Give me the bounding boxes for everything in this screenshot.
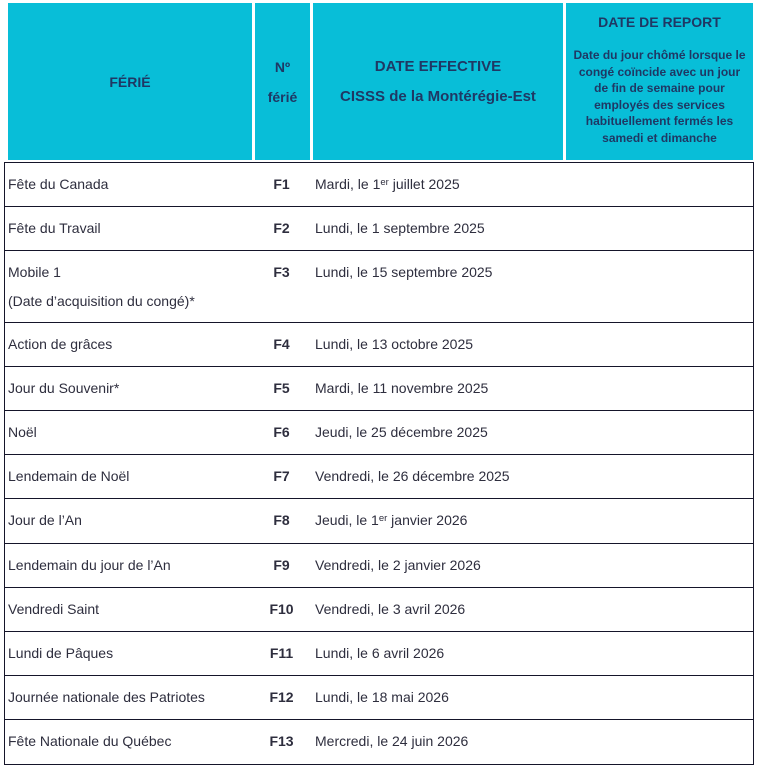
report-date-cell — [562, 163, 753, 206]
holiday-name-line: Jour du Souvenir* — [8, 379, 120, 396]
effective-date-text: Lundi, le 1 septembre 2025 — [315, 220, 485, 237]
report-date-cell — [562, 323, 753, 366]
report-date-cell — [562, 676, 753, 719]
holiday-code: F5 — [273, 379, 290, 396]
table-row — [5, 632, 753, 676]
effective-date-cell — [309, 632, 562, 675]
report-date-cell — [562, 207, 753, 250]
holiday-name-cell — [5, 588, 254, 631]
report-date-cell — [562, 588, 753, 631]
holiday-code: F2 — [273, 220, 290, 237]
header-no-label-line1: Nº — [274, 58, 291, 75]
holiday-name-cell — [5, 323, 254, 366]
effective-date-ordinal: er — [378, 512, 388, 524]
holiday-name-line: Mobile 1 — [8, 264, 61, 281]
holiday-code: F8 — [273, 512, 290, 529]
holiday-code: F3 — [273, 264, 290, 281]
holiday-code: F7 — [273, 468, 290, 485]
effective-date-cell — [309, 720, 562, 763]
header-date-report-description: Date du jour chômé lorsque le congé coïncide avec un jour de fin de semaine pour employés des services habituellement fermés les samedi et dimanche — [573, 48, 746, 145]
effective-date-cell — [309, 411, 562, 454]
holiday-name-cell — [5, 455, 254, 498]
effective-date-cell — [309, 163, 562, 206]
table-row — [5, 455, 753, 499]
effective-date-text: Lundi, le 18 mai 2026 — [315, 689, 449, 706]
effective-date-cell — [309, 588, 562, 631]
effective-date-cell — [309, 251, 562, 321]
effective-date-text: Vendredi, le 3 avril 2026 — [315, 600, 466, 617]
holiday-name-cell — [5, 499, 254, 542]
effective-date-text: Jeudi, le 1 — [315, 512, 379, 529]
effective-date-text: Lundi, le 13 octobre 2025 — [315, 335, 474, 352]
holiday-name-line: Fête du Travail — [8, 220, 101, 237]
header-date-effective-title: DATE EFFECTIVE — [374, 58, 502, 75]
table-body — [4, 162, 754, 765]
holiday-code: F13 — [269, 733, 294, 750]
holiday-name-line: Vendredi Saint — [8, 600, 100, 617]
effective-date-cell — [309, 676, 562, 719]
effective-date-text: Lundi, le 6 avril 2026 — [315, 644, 445, 661]
header-ferie-label: FÉRIÉ — [109, 73, 151, 90]
holiday-name-line: Lendemain de Noël — [8, 468, 130, 485]
table-header — [8, 3, 753, 160]
effective-date-text: Lundi, le 15 septembre 2025 — [315, 264, 493, 281]
holiday-code: F10 — [269, 600, 294, 617]
holiday-name-cell — [5, 251, 254, 321]
holiday-name-cell — [5, 676, 254, 719]
holiday-code: F1 — [273, 176, 290, 192]
effective-date-text-rest: janvier 2026 — [387, 512, 468, 529]
effective-date-text: Mercredi, le 24 juin 2026 — [315, 733, 469, 750]
effective-date-text-rest: juillet 2025 — [388, 176, 460, 192]
header-cell-date-report — [566, 3, 753, 160]
table-row — [5, 207, 753, 251]
holiday-name-cell — [5, 720, 254, 763]
table-row — [5, 367, 753, 411]
table-row — [5, 544, 753, 588]
holiday-name-cell — [5, 367, 254, 410]
report-date-cell — [562, 720, 753, 763]
header-cell-date-effective — [313, 3, 563, 160]
effective-date-text: Mardi, le 11 novembre 2025 — [315, 379, 489, 396]
holiday-name-cell — [5, 411, 254, 454]
holiday-name-line: (Date d’acquisition du congé)* — [8, 293, 195, 310]
report-date-cell — [562, 455, 753, 498]
holiday-name-line: Fête du Canada — [8, 176, 109, 192]
effective-date-cell — [309, 323, 562, 366]
effective-date-text: Vendredi, le 26 décembre 2025 — [315, 468, 510, 485]
holiday-code: F9 — [273, 556, 290, 573]
effective-date-cell — [309, 207, 562, 250]
holiday-name-cell — [5, 632, 254, 675]
header-cell-ferie — [8, 3, 252, 160]
report-date-cell — [562, 632, 753, 675]
effective-date-text: Jeudi, le 25 décembre 2025 — [315, 424, 488, 441]
report-date-cell — [562, 251, 753, 321]
table-row — [5, 588, 753, 632]
effective-date-cell — [309, 455, 562, 498]
table-row — [5, 499, 753, 543]
table-row — [5, 720, 753, 764]
header-no-label-line2: férié — [267, 88, 298, 105]
effective-date-text: Mardi, le 1 — [315, 176, 381, 192]
holiday-code: F6 — [273, 424, 290, 441]
effective-date-cell — [309, 367, 562, 410]
header-cell-no-ferie — [255, 3, 310, 160]
holiday-name-line: Lundi de Pâques — [8, 644, 114, 661]
holiday-name-cell — [5, 207, 254, 250]
holiday-name-line: Jour de l’An — [8, 512, 82, 529]
table-row — [5, 411, 753, 455]
effective-date-ordinal: er — [380, 176, 389, 188]
effective-date-cell — [309, 544, 562, 587]
report-date-cell — [562, 544, 753, 587]
header-date-report-title: DATE DE REPORT — [598, 14, 721, 30]
holiday-code: F11 — [269, 644, 294, 661]
table-row — [5, 323, 753, 367]
report-date-cell — [562, 499, 753, 542]
effective-date-cell — [309, 499, 562, 542]
holiday-name-line: Action de grâces — [8, 335, 113, 352]
table-row — [5, 251, 753, 322]
holiday-name-line: Lendemain du jour de l’An — [8, 556, 171, 573]
holiday-name-line: Noël — [8, 424, 37, 441]
holiday-name-cell — [5, 163, 254, 206]
report-date-cell — [562, 367, 753, 410]
holiday-name-line: Fête Nationale du Québec — [8, 733, 172, 750]
holiday-name-cell — [5, 544, 254, 587]
table-row — [5, 676, 753, 720]
report-date-cell — [562, 411, 753, 454]
holiday-code: F4 — [273, 335, 290, 352]
table-row — [5, 163, 753, 207]
holiday-name-line: Journée nationale des Patriotes — [8, 689, 205, 706]
header-date-effective-subtitle: CISSS de la Montérégie-Est — [340, 88, 536, 105]
holiday-code: F12 — [269, 689, 294, 706]
effective-date-text: Vendredi, le 2 janvier 2026 — [315, 556, 481, 573]
